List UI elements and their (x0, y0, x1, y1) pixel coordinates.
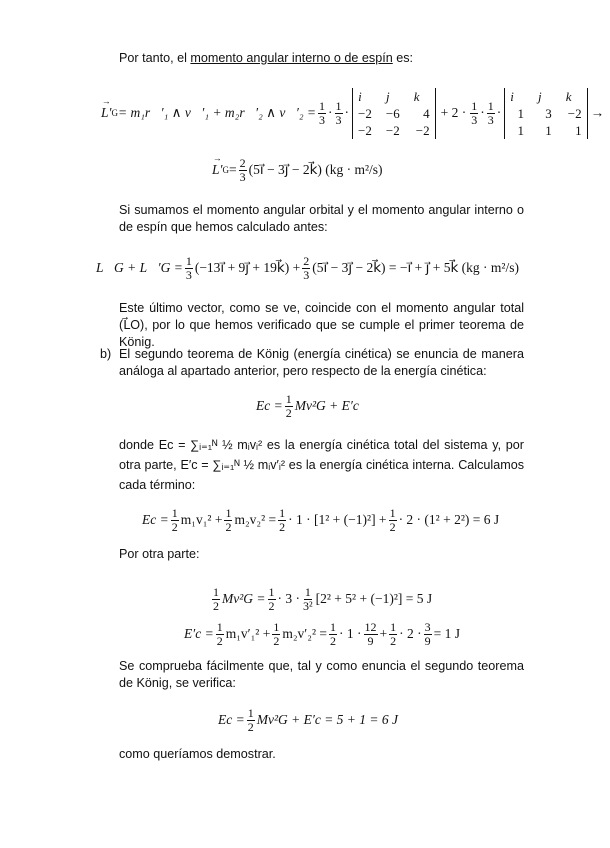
matrix-cell: 1 (575, 122, 582, 138)
eq7-frac-e: $\frac{1}{2}$ (390, 619, 397, 648)
paragraph-conclusion: como queríamos demostrar. (119, 747, 276, 761)
matrix-cell: −2 (358, 122, 372, 138)
matrix-cell: −6 (385, 105, 400, 121)
eq2-sub: G (222, 165, 229, 175)
eq2-frac: $\frac{2}{3}$ (239, 155, 246, 184)
matrix-cell: i⃗ (510, 88, 524, 104)
eq6-t1: Mv²G = (222, 591, 266, 606)
eq5-t3: · 1 · [1² + (−1)²] + (288, 512, 387, 527)
eq1-frac-b: $\frac{1}{3}$ (335, 98, 342, 127)
eq1-frac-c: $\frac{1}{3}$ (471, 98, 478, 127)
eq3-frac-a: $\frac{1}{3}$ (185, 253, 192, 282)
eq6-frac-b: $\frac{1}{2}$ (268, 584, 275, 613)
eq7-frac-a: $\frac{1}{2}$ (216, 619, 223, 648)
eq1-plus-two: + 2 · (440, 105, 467, 120)
eq3-part-a: (−13i⃗ + 9j⃗ + 19k⃗) + (194, 260, 301, 275)
item-label-b: b) (100, 347, 112, 361)
eq1-frac-d: $\frac{1}{3}$ (487, 98, 494, 127)
eq5-t4: · 2 · (1² + 2²) = 6 J (398, 512, 500, 527)
eq6-t2: · 3 · (277, 591, 301, 606)
eq4-rhs: Mv²G + E′c (294, 398, 359, 413)
matrix-cell: −2 (415, 122, 430, 138)
paragraph-definitions: donde Ec = ∑ᵢ₌₁ᴺ ½ mᵢvᵢ² es la energía cinética total del sistema y, por otra parte, E′c = ∑ᵢ₌₁ᴺ ½ mᵢv′ᵢ² es la energía cinética interna. Calculamos cada término: (119, 438, 524, 492)
equation-total-angular-momentum (96, 250, 519, 286)
eq7-t6: = 1 J (433, 626, 460, 641)
paragraph-other-part: Por otra parte: (119, 547, 200, 561)
implies-arrow-icon: → (590, 105, 605, 120)
paragraph-sum: Si sumamos el momento angular orbital y el momento angular interno o de espín que hemos calculado antes: (119, 203, 524, 234)
eq6-frac-c: $\frac{1}{\text{3²}}$ (303, 584, 313, 613)
equation-final-energy (218, 702, 398, 738)
equation-spin-angular-momentum: L′ → G = m₁r⃗′₁ ∧ v⃗′₁ + m₂r⃗′₂ ∧ v⃗′₂ = $\frac{1}{3}$ · $\frac{1}{3}$ · i⃗ j⃗ k⃗ −2 −6 4 −2 −2 −2 + 2 · $\frac{1}{3}$ · $\frac{1}{3}$ · i⃗ j⃗ k⃗ 1 3 −2 1 1 1 → (101, 89, 604, 137)
eq5-t2: m₂v₂² = (234, 512, 277, 527)
eq1-rhs: = m₁r⃗′₁ ∧ v⃗′₁ + m₂r⃗′₂ ∧ v⃗′₂ = (117, 105, 317, 120)
eq2-body: (5i⃗ − 3j⃗ − 2k⃗) (kg · m²/s) (248, 162, 383, 177)
eq5-t1: m₁v₁² + (180, 512, 223, 527)
determinant-matrix-2 (504, 88, 587, 139)
paragraph-first-theorem: Este último vector, como se ve, coincide con el momento angular total (L⃗O), por lo que hemos verificado que se cumple el primer teorema de König. (119, 301, 524, 349)
eq8-lhs: Ec = (218, 712, 245, 727)
eq7-t3: · 1 · (339, 626, 362, 641)
eq1-lhs: L′ → (101, 105, 111, 121)
eq4-frac: $\frac{1}{2}$ (285, 391, 292, 420)
eq7-frac-b: $\frac{1}{2}$ (273, 619, 280, 648)
eq6-frac-a: $\frac{1}{2}$ (213, 584, 219, 613)
eq3-lhs: L⃗G + L⃗′G = (96, 260, 183, 275)
matrix-cell: 1 (517, 105, 524, 121)
equation-cm-kinetic-energy (210, 580, 432, 618)
eq4-lhs: Ec = (256, 398, 283, 413)
matrix-cell: 1 (517, 122, 524, 138)
eq7-t2: m₂v′₂² = (282, 626, 327, 641)
matrix-cell: 4 (423, 105, 430, 121)
eq5-frac-b: $\frac{1}{2}$ (225, 505, 232, 534)
intro-text-end: es: (392, 51, 414, 65)
paragraph-verification: Se comprueba fácilmente que, tal y como enuncia el segundo teorema de König, se verifica: (119, 659, 524, 690)
matrix-cell: −2 (567, 105, 582, 121)
matrix-cell: k⃗ (565, 88, 582, 104)
matrix-cell: i⃗ (358, 88, 372, 104)
matrix-cell: 1 (545, 122, 552, 138)
intro-text: Por tanto, el (119, 51, 191, 65)
matrix-cell: −2 (358, 105, 372, 121)
eq7-frac-c: $\frac{1}{2}$ (330, 619, 336, 648)
eq7-frac-f: $\frac{3}{9}$ (424, 619, 431, 648)
eq2-equals: = (228, 162, 237, 177)
equation-kinetic-energy-theorem (256, 388, 359, 424)
matrix-cell: j⃗ (385, 88, 400, 104)
matrix-cell: 3 (545, 105, 552, 121)
eq7-t1: m₁v′₁² + (225, 626, 271, 641)
spin-term: momento angular interno o de espín (190, 51, 393, 65)
eq1-frac-a: $\frac{1}{3}$ (319, 98, 326, 127)
equation-total-kinetic-energy (142, 502, 499, 538)
eq7-lhs: E′c = (184, 626, 214, 641)
eq8-rhs: Mv²G + E′c = 5 + 1 = 6 J (256, 712, 399, 727)
equation-internal-kinetic-energy (184, 616, 460, 652)
eq7-t5: · 2 · (399, 626, 422, 641)
paragraph-intro (119, 50, 413, 67)
eq5-frac-d: $\frac{1}{2}$ (389, 505, 396, 534)
matrix-cell: k⃗ (413, 88, 430, 104)
determinant-matrix-1 (352, 88, 436, 139)
eq5-frac-a: $\frac{1}{2}$ (171, 505, 178, 534)
eq6-t3: [2² + 5² + (−1)²] = 5 J (315, 591, 433, 606)
eq7-t4: + (379, 626, 388, 641)
eq3-frac-b: $\frac{2}{3}$ (303, 253, 310, 282)
matrix-cell: j⃗ (537, 88, 552, 104)
eq2-lhs: L′ → (212, 162, 222, 178)
eq7-frac-d: $\frac{12}{9}$ (364, 619, 377, 648)
eq5-lhs: Ec = (142, 512, 169, 527)
equation-spin-result (212, 152, 383, 188)
eq1-sub: G (111, 108, 118, 118)
eq3-part-b: (5i⃗ − 3j⃗ − 2k⃗) = −i⃗ + j⃗ + 5k⃗ (kg · m²/s) (312, 260, 519, 275)
matrix-cell: −2 (385, 122, 400, 138)
paragraph-second-theorem: El segundo teorema de König (energía cinética) se enuncia de manera análoga al apartado anterior, pero respecto de la energía cinética: (119, 347, 524, 378)
eq5-frac-c: $\frac{1}{2}$ (279, 505, 286, 534)
eq8-frac: $\frac{1}{2}$ (247, 705, 254, 734)
